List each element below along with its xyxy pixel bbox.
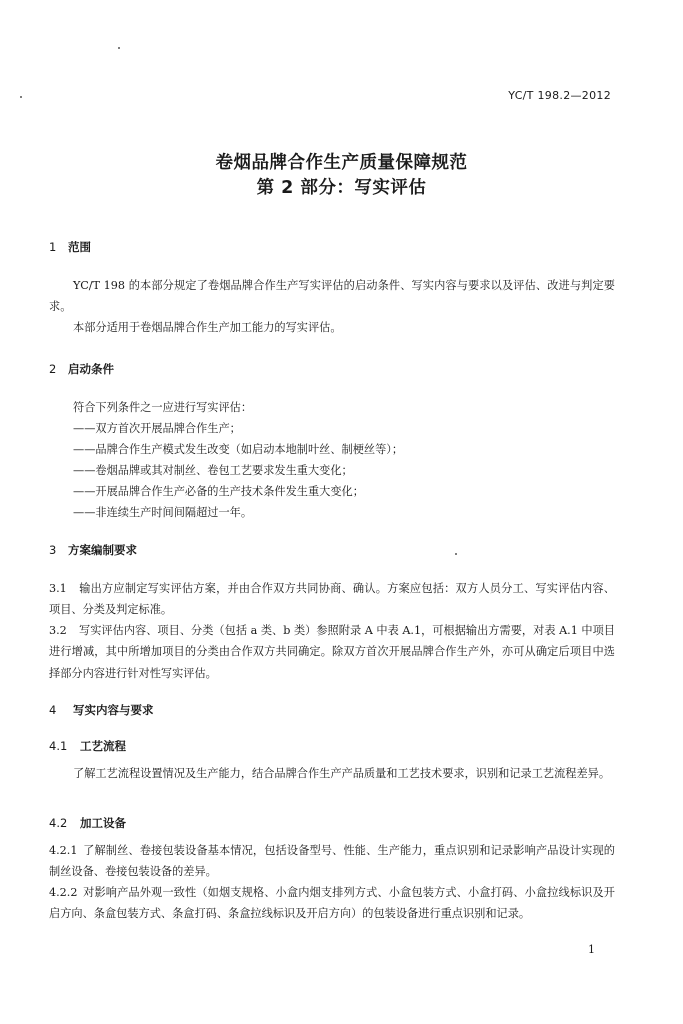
- clause-text: 输出方应制定写实评估方案，并由合作双方共同协商、确认。方案应包括：双方人员分工、写实评估内容、项目、分类及判定标准。: [49, 582, 615, 617]
- clause-text: 写实评估内容、项目、分类（包括 a 类、b 类）参照附录 A 中表 A.1，可根据输出方需要，对表 A.1 中项目进行增减，其中所增加项目的分类由合作双方共同确定。除双方首次开展品牌合作生产外，亦可从确定后项目中选择部分内容进行针对性写实评估。: [49, 624, 615, 680]
- paragraph: 了解工艺流程设置情况及生产能力，结合品牌合作生产产品质量和工艺技术要求，识别和记录工艺流程差异。: [73, 767, 611, 780]
- document-title: 卷烟品牌合作生产质量保障规范: [215, 153, 468, 173]
- section-title: 启动条件: [68, 362, 114, 376]
- section-title: 写实内容与要求: [73, 703, 154, 717]
- clause-3-1: [49, 578, 615, 621]
- section-heading: [49, 542, 137, 558]
- scan-speck: [455, 553, 457, 555]
- clause-number: 4.2.1: [49, 844, 78, 857]
- list-item: ——品牌合作生产模式发生改变（如启动本地制叶丝、制梗丝等）；: [73, 443, 404, 456]
- clause-text: 了解制丝、卷接包装设备基本情况，包括设备型号、性能、生产能力，重点识别和记录影响产品设计实现的制丝设备、卷接包装设备的差异。: [49, 844, 615, 879]
- clause-4-2-2: [49, 882, 615, 925]
- list-item: ——非连续生产时间间隔超过一年。: [73, 506, 253, 519]
- clause-number: 3.2: [49, 624, 67, 637]
- list-item: ——双方首次开展品牌合作生产；: [73, 422, 241, 435]
- clause-number: 3.1: [49, 582, 67, 595]
- clause-4-2-1: [49, 840, 615, 883]
- list-item: ——开展品牌合作生产必备的生产技术条件发生重大变化；: [73, 485, 364, 498]
- paragraph: 符合下列条件之一应进行写实评估：: [73, 401, 253, 414]
- clause-3-2: [49, 620, 615, 684]
- section-heading: [49, 702, 154, 718]
- page-number: 1: [588, 943, 595, 956]
- subsection-number: 4.1: [49, 739, 68, 753]
- scan-speck: [20, 96, 22, 98]
- subsection-number: 4.2: [49, 816, 68, 830]
- list-item: ——卷烟品牌或其对制丝、卷包工艺要求发生重大变化；: [73, 464, 353, 477]
- section-number: 2: [49, 362, 57, 376]
- subsection-title: 加工设备: [80, 816, 126, 830]
- section-heading: [49, 361, 114, 377]
- subsection-title: 工艺流程: [80, 739, 126, 753]
- paragraph: 本部分适用于卷烟品牌合作生产加工能力的写实评估。: [73, 321, 342, 334]
- document-code: YC/T 198.2—2012: [508, 89, 611, 102]
- section-number: 3: [49, 543, 57, 557]
- document-subtitle: 第 2 部分：写实评估: [256, 178, 427, 198]
- paragraph: YC/T 198 的本部分规定了卷烟品牌合作生产写实评估的启动条件、写实内容与要求以及评估、改进与判定要求。: [49, 279, 615, 314]
- subsection-heading: [49, 738, 126, 754]
- section-title: 方案编制要求: [68, 543, 137, 557]
- section-number: 1: [49, 240, 57, 254]
- clause-number: 4.2.2: [49, 886, 78, 899]
- subsection-heading: [49, 815, 126, 831]
- clause-text: 对影响产品外观一致性（如烟支规格、小盒内烟支排列方式、小盒包装方式、小盒打码、小盒拉线标识及开启方向、条盒包装方式、条盒打码、条盒拉线标识及开启方向）的包装设备进行重点识别和记录。: [49, 886, 615, 921]
- section-title: 范围: [68, 240, 91, 254]
- section-number: 4: [49, 703, 57, 717]
- section-heading: [49, 239, 91, 255]
- scan-speck: [118, 47, 120, 49]
